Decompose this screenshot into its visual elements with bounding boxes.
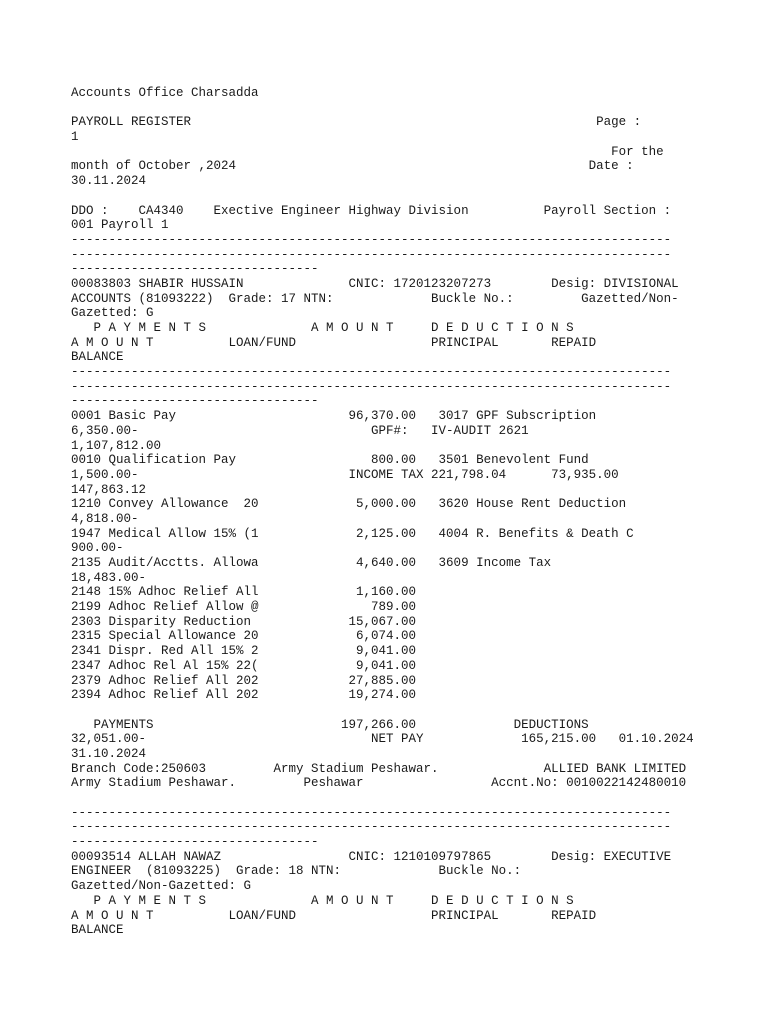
document-line: -------------------------------------------------------------------------------- [71, 247, 672, 262]
document-line: 2135 Audit/Acctts. Allowa 4,640.00 3609 Income Tax [71, 556, 552, 570]
document-line: month of October ,2024 Date : [71, 159, 634, 174]
document-line [71, 791, 751, 806]
document-line: 2148 15% Adhoc Relief All 1,160.00 [71, 585, 417, 600]
document-line: For the [71, 144, 664, 159]
document-line: 00083803 SHABIR HUSSAIN CNIC: 1720123207273 Desig: DIVISIONAL [71, 276, 679, 291]
document-line: 2199 Adhoc Relief Allow @ 789.00 [71, 600, 417, 615]
document-line: 31.10.2024 [71, 746, 147, 761]
document-line: 2341 Dispr. Red All 15% 2 9,041.00 [71, 644, 417, 659]
document-line: BALANCE [71, 350, 124, 365]
document-line: -------------------------------------------------------------------------------- [71, 379, 672, 394]
document-line: 4,818.00- [71, 511, 139, 526]
document-line: 2379 Adhoc Relief All 202 27,885.00 [71, 673, 417, 688]
document-line: -------------------------------------------------------------------------------- [71, 820, 672, 835]
document-line: -------------------------------------------------------------------------------- [71, 365, 672, 380]
document-line: 32,051.00- NET PAY 165,215.00 01.10.2024 [71, 732, 694, 747]
document-line: 00093514 ALLAH NAWAZ CNIC: 1210109797865 Desig: EXECUTIVE [71, 849, 672, 864]
document-line: --------------------------------- [71, 394, 319, 409]
document-line: DDO : CA4340 Exective Engineer Highway Division Payroll Section : [71, 203, 672, 218]
document-line: 1,500.00- INCOME TAX 221,798.04 73,935.00 [71, 467, 619, 482]
document-line: 1210 Convey Allowance 20 5,000.00 3620 House Rent Deduction [71, 497, 627, 512]
document-line [71, 101, 751, 116]
document-line: Army Stadium Peshawar. Peshawar Accnt.No: 0010022142480010 [71, 776, 687, 791]
document-line: Branch Code:250603 Army Stadium Peshawar. ALLIED BANK LIMITED [71, 761, 687, 776]
document-line: 6,350.00- GPF#: IV-AUDIT 2621 [71, 423, 529, 438]
document-line: P A Y M E N T S A M O U N T D E D U C T I O N S [71, 321, 574, 335]
document-line: ACCOUNTS (81093222) Grade: 17 NTN: Buckle No.: Gazetted/Non- [71, 291, 679, 306]
document-line: 2315 Special Allowance 20 6,074.00 [71, 629, 417, 644]
document-line: PAYMENTS 197,266.00 DEDUCTIONS [71, 717, 589, 732]
document-line: --------------------------------- [71, 262, 319, 277]
document-line: -------------------------------------------------------------------------------- [71, 805, 672, 820]
document-line: ENGINEER (81093225) Grade: 18 NTN: Buckle No.: [71, 864, 522, 879]
document-line: A M O U N T LOAN/FUND PRINCIPAL REPAID [71, 908, 597, 923]
document-line: 2394 Adhoc Relief All 202 19,274.00 [71, 688, 417, 703]
document-line: 147,863.12 [71, 482, 147, 497]
document-line: Accounts Office Charsadda [71, 86, 259, 100]
document-line: -------------------------------------------------------------------------------- [71, 232, 672, 247]
document-line [71, 189, 751, 204]
document-line: 1947 Medical Allow 15% (1 2,125.00 4004 R. Benefits & Death C [71, 526, 634, 541]
document-line: 0010 Qualification Pay 800.00 3501 Benevolent Fund [71, 453, 589, 468]
document-line: 900.00- [71, 541, 124, 556]
document-line [71, 703, 751, 718]
document-line: --------------------------------- [71, 835, 319, 850]
document-line: 1,107,812.00 [71, 438, 162, 453]
document-line: 18,483.00- [71, 570, 147, 585]
document-line: Gazetted/Non-Gazetted: G [71, 879, 252, 894]
document-line: Gazetted: G [71, 306, 154, 321]
document-line: BALANCE [71, 923, 124, 938]
document-line: 2303 Disparity Reduction 15,067.00 [71, 614, 417, 629]
payroll-register-document [71, 86, 751, 938]
document-line: 0001 Basic Pay 96,370.00 3017 GPF Subscription [71, 409, 597, 424]
document-line: 001 Payroll 1 [71, 218, 169, 233]
document-line: PAYROLL REGISTER Page : [71, 115, 642, 130]
document-line: 1 [71, 130, 79, 145]
document-line: A M O U N T LOAN/FUND PRINCIPAL REPAID [71, 335, 597, 350]
document-line: 2347 Adhoc Rel Al 15% 22( 9,041.00 [71, 658, 417, 673]
document-line: 30.11.2024 [71, 174, 147, 189]
document-line: P A Y M E N T S A M O U N T D E D U C T I O N S [71, 893, 574, 908]
